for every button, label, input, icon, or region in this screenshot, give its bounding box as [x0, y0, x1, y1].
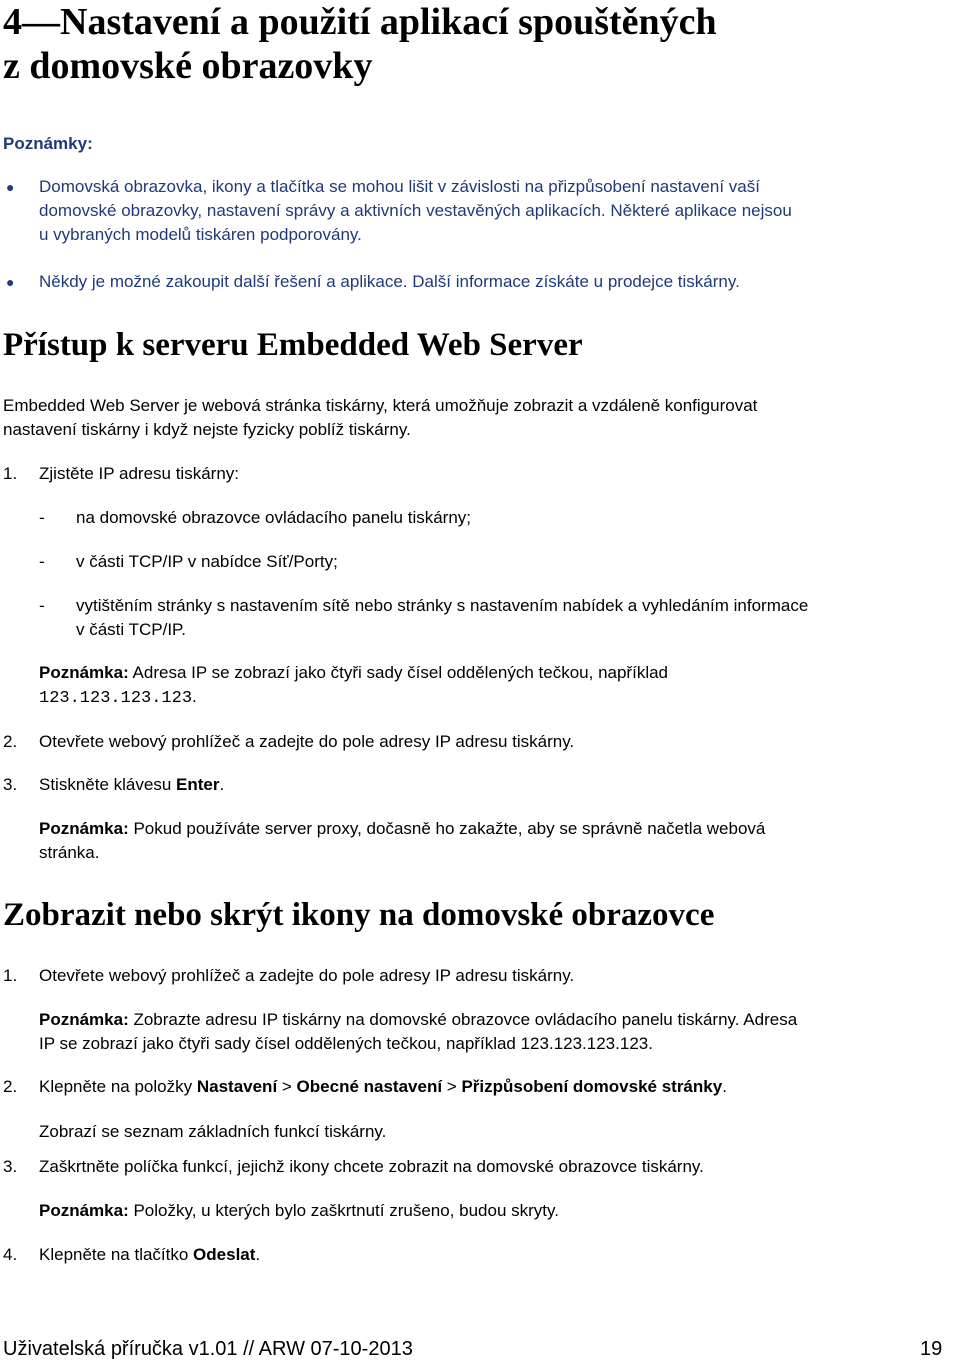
step-number: 2. [3, 732, 18, 751]
section-title-ews: Přístup k serveru Embedded Web Server [3, 327, 583, 363]
menu-path-item: Obecné nastavení [296, 1077, 443, 1096]
step-number: 2. [3, 1077, 18, 1096]
note-text: Zobrazte adresu IP tiskárny na domovské obrazovce ovládacího panelu tiskárny. Adresa [128, 1010, 798, 1029]
note-label: Poznámka: [39, 1201, 129, 1220]
dash-item-text [76, 594, 960, 642]
step-text-part: . [255, 1245, 261, 1264]
step-text-part: . [219, 775, 225, 794]
notes-label: Poznámky: [3, 134, 93, 153]
step-text: Otevřete webový prohlížeč a zadejte do pole adresy IP adresu tiskárny. [39, 732, 575, 751]
note-text: IP se zobrazí jako čtyři sady čísel oddělených tečkou, například 123.123.123.123. [39, 1034, 653, 1053]
note-text: Položky, u kterých bylo zaškrtnutí zrušeno, budou skryty. [128, 1201, 559, 1220]
button-name: Odeslat [193, 1245, 256, 1264]
note-unchecked [39, 1199, 957, 1223]
section1-intro [3, 394, 958, 442]
dash-item-line: vytištěním stránky s nastavením sítě nebo stránky s nastavením nabídek a vyhledáním informace [76, 596, 809, 615]
note-ip-display [39, 1008, 957, 1056]
note-label: Poznámka: [39, 819, 129, 838]
step-text: Otevřete webový prohlížeč a zadejte do pole adresy IP adresu tiskárny. [39, 966, 575, 985]
dash-marker: - [39, 508, 45, 527]
dash-marker: - [39, 552, 45, 571]
note-text: stránka. [39, 843, 100, 862]
step-number: 3. [3, 775, 18, 794]
step-text-part: Klepněte na položky [39, 1077, 197, 1096]
intro-line: nastavení tiskárny i když nejste fyzicky poblíž tiskárny. [3, 420, 411, 439]
ip-example: 123.123.123.123 [39, 689, 193, 708]
notes-item-line: Někdy je možné zakoupit další řešení a aplikace. Další informace získáte u prodejce tiskárny. [39, 272, 740, 291]
note-text: . [192, 687, 197, 706]
dash-item-text: v části TCP/IP v nabídce Síť/Porty; [76, 552, 338, 571]
step-text: Zjistěte IP adresu tiskárny: [39, 464, 239, 483]
step-number: 1. [3, 464, 18, 483]
step-result: Zobrazí se seznam základních funkcí tiskárny. [39, 1122, 387, 1141]
step-text [39, 1243, 957, 1267]
notes-item-line: u vybraných modelů tiskáren podporovány. [39, 225, 362, 244]
bullet-icon: ● [6, 179, 15, 195]
menu-path-item: Nastavení [196, 1077, 278, 1096]
step-text-part: Klepněte na tlačítko [39, 1245, 194, 1264]
step-number: 3. [3, 1157, 18, 1176]
note-ip-format [39, 661, 957, 711]
step-number: 4. [3, 1245, 18, 1264]
chapter-title-line2: z domovské obrazovky [3, 45, 373, 87]
notes-item-text [39, 175, 954, 247]
step-text-part: . [722, 1077, 727, 1096]
note-text: Adresa IP se zobrazí jako čtyři sady čísel oddělených tečkou, například [128, 663, 669, 682]
page-number: 19 [920, 1338, 943, 1360]
bullet-icon: ● [6, 274, 15, 290]
menu-path-separator: > [442, 1077, 462, 1096]
footer-title: Uživatelská příručka v1.01 // ARW 07-10-2013 [3, 1338, 413, 1360]
chapter-title [3, 0, 953, 88]
notes-item-line: Domovská obrazovka, ikony a tlačítka se mohou lišit v závislosti na přizpůsobení nastavení vaší [39, 177, 760, 196]
dash-item-text: na domovské obrazovce ovládacího panelu tiskárny; [76, 508, 472, 527]
key-name: Enter [176, 775, 220, 794]
step-text [39, 773, 957, 797]
menu-path-item: Přizpůsobení domovské stránky [461, 1077, 723, 1096]
step-text: Zaškrtněte políčka funkcí, jejichž ikony chcete zobrazit na domovské obrazovce tiskárny. [39, 1157, 704, 1176]
notes-item-text [39, 270, 954, 294]
step-number: 1. [3, 966, 18, 985]
dash-marker: - [39, 596, 45, 615]
note-label: Poznámka: [39, 1010, 129, 1029]
chapter-title-line1: 4—Nastavení a použití aplikací spouštěných [3, 1, 717, 43]
dash-item-line: v části TCP/IP. [76, 620, 186, 639]
notes-item-line: domovské obrazovky, nastavení správy a aktivních vestavěných aplikacích. Některé aplikace nejsou [39, 201, 792, 220]
menu-path-separator: > [277, 1077, 297, 1096]
note-text: Pokud používáte server proxy, dočasně ho zakažte, aby se správně načetla webová [128, 819, 766, 838]
note-proxy [39, 817, 957, 865]
section-title-icons: Zobrazit nebo skrýt ikony na domovské obrazovce [3, 897, 715, 933]
step-text [39, 1075, 957, 1099]
intro-line: Embedded Web Server je webová stránka tiskárny, která umožňuje zobrazit a vzdáleně konfigurovat [3, 396, 758, 415]
note-label: Poznámka: [39, 663, 129, 682]
step-text-part: Stiskněte klávesu [39, 775, 177, 794]
